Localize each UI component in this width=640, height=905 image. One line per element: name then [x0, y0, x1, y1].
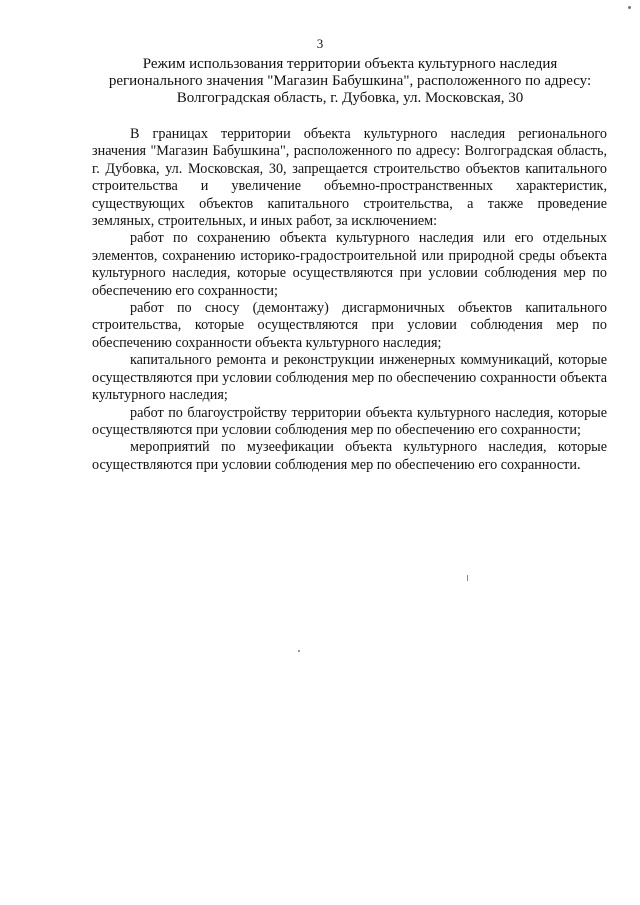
page-number: 3 — [316, 36, 324, 51]
paragraph-item-1: работ по сохранению объекта культурного наследия или его отдельных элементов, сохранению историко-градостроительной или природной среды объекта культурного наследия, которые осуществляются при условии соблюдения мер по обеспечению его сохранности; — [92, 230, 607, 299]
title-line-3: Волгоградская область, г. Дубовка, ул. Московская, 30 — [176, 90, 524, 106]
scan-artifact — [298, 650, 300, 652]
scan-artifact — [628, 6, 631, 9]
paragraph-item-4: работ по благоустройству территории объекта культурного наследия, которые осуществляются при условии соблюдения мер по обеспечению его сохранности; — [92, 404, 607, 438]
title-line-2: регионального значения "Магазин Бабушкина", расположенного по адресу: — [108, 73, 592, 89]
paragraph-item-2: работ по сносу (демонтажу) дисгармоничных объектов капитального строительства, которые осуществляются при условии соблюдения мер по обеспечению сохранности объекта культурного наследия; — [92, 300, 607, 351]
document-title — [100, 56, 600, 107]
paragraph-item-5: мероприятий по музеефикации объекта культурного наследия, которые осуществляются при условии соблюдения мер по обеспечению его сохранности. — [92, 439, 607, 473]
document-body — [92, 126, 607, 474]
paragraph-item-3: капитального ремонта и реконструкции инженерных коммуникаций, которые осуществляются при условии соблюдения мер по обеспечению сохранности объекта культурного наследия; — [92, 352, 607, 404]
title-line-1: Режим использования территории объекта культурного наследия — [142, 56, 558, 72]
scan-artifact — [467, 575, 468, 581]
paragraph-intro: В границах территории объекта культурного наследия регионального значения "Магазин Бабушкина", расположенного по адресу: Волгоградская область, г. Дубовка, ул. Московская, 30, запрещается строительство объектов капитального строительства и увеличение объемно-пространственных характеристик, существующих объектов капитального строительства, а также проведение земляных, строительных, и иных работ, за исключением: — [92, 126, 607, 230]
